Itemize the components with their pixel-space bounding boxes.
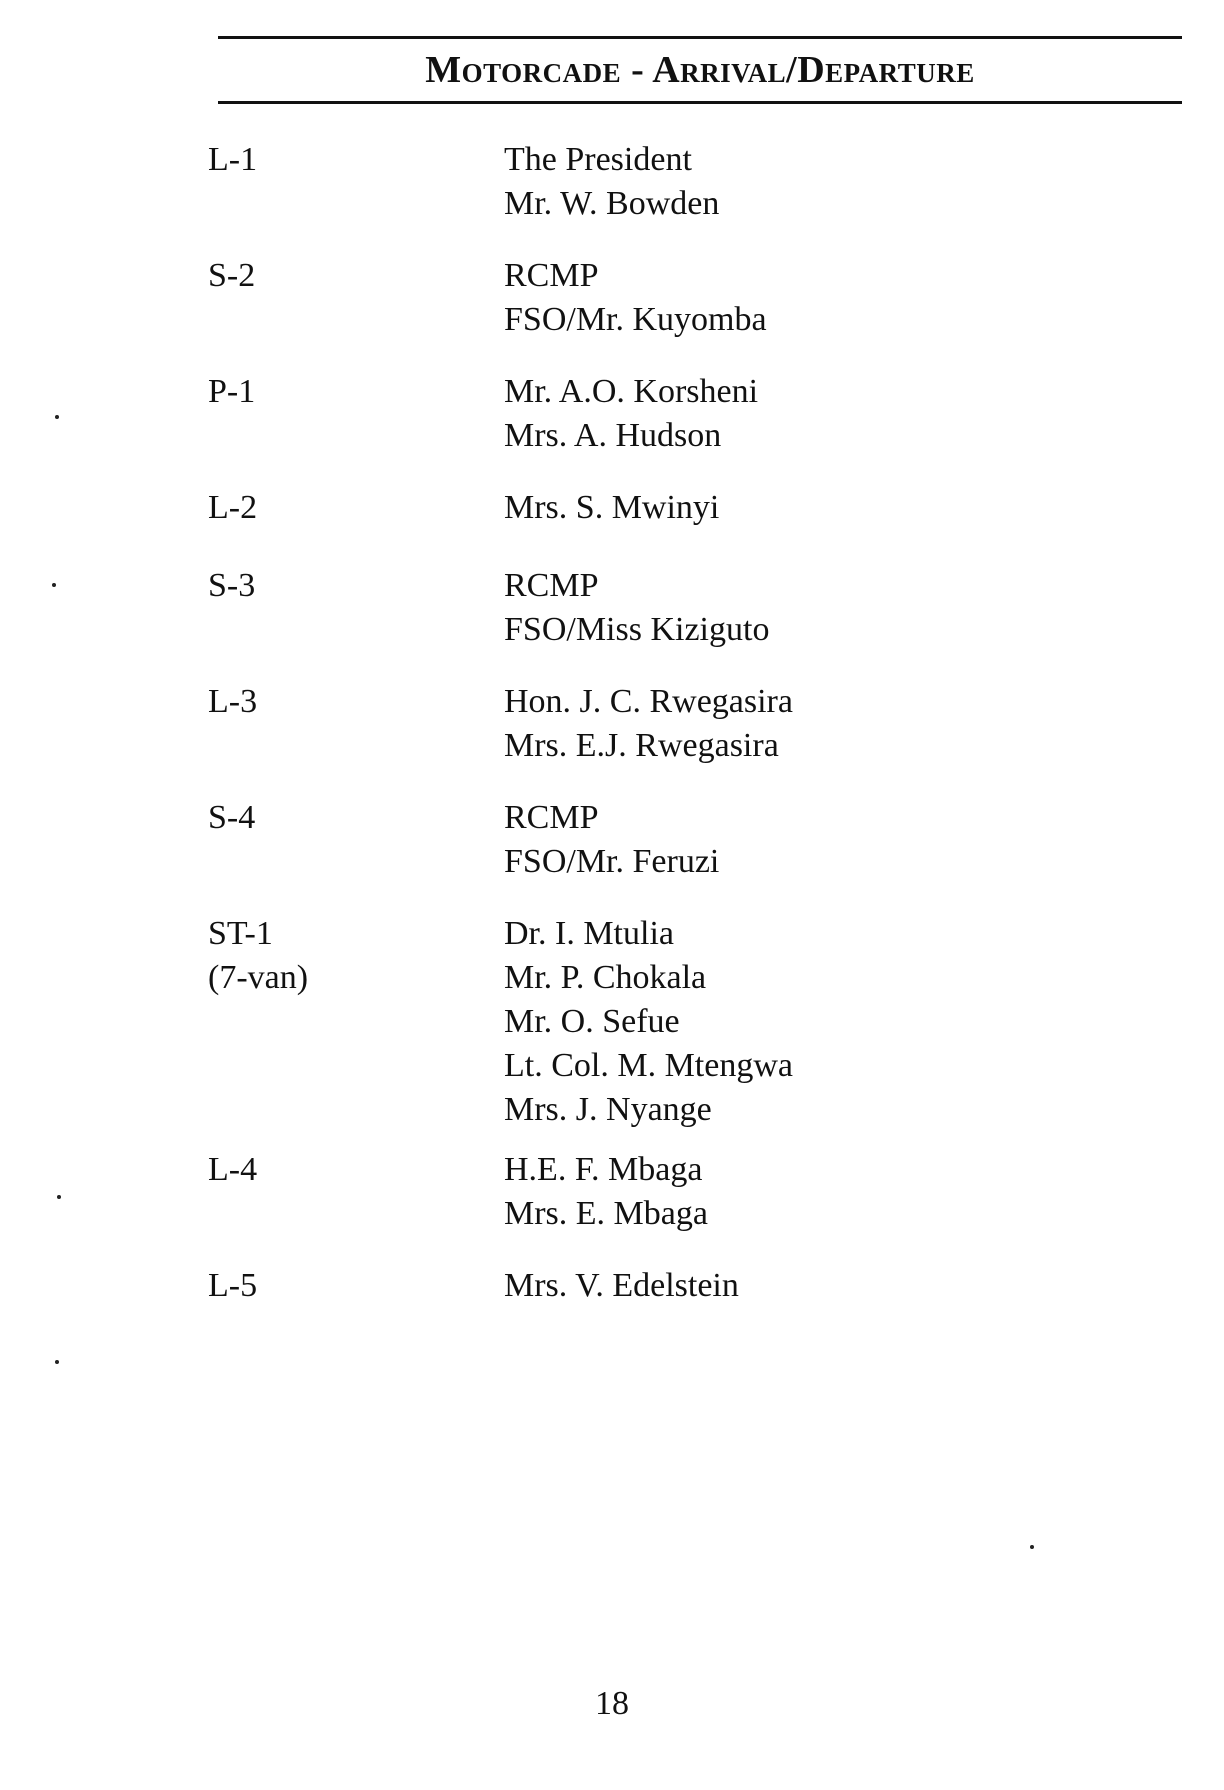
vehicle-id [208,370,504,414]
vehicle-row-l-1 [208,138,1108,254]
occupant-list [504,912,1108,1132]
occupant-name: FSO/Mr. Kuyomba [504,301,767,338]
vehicle-id-text: L-4 [208,1151,258,1188]
vehicle-id-text: S-4 [208,799,256,836]
occupant-name: FSO/Miss Kiziguto [504,611,770,648]
occupant-name: RCMP [504,799,599,836]
occupant-name: Mrs. E. Mbaga [504,1195,708,1232]
scan-speck [57,1195,61,1199]
occupant-name: Mr. P. Chokala [504,959,707,996]
occupant-name: H.E. F. Mbaga [504,1151,703,1188]
vehicle-id [208,680,504,724]
page-number: 18 [595,1685,629,1722]
vehicle-id-text: P-1 [208,373,256,410]
vehicle-id [208,912,504,1000]
motorcade-roster [208,138,1108,1324]
vehicle-row-l-5 [208,1264,1108,1324]
occupant-name: Mr. A.O. Korsheni [504,373,759,410]
vehicle-id [208,138,504,182]
section-header [218,36,1182,104]
vehicle-id-text: L-3 [208,683,258,720]
occupant-name: RCMP [504,257,599,294]
vehicle-row-st-1 [208,912,1108,1148]
occupant-list [504,1148,1108,1236]
vehicle-row-s-2 [208,254,1108,370]
vehicle-type-note: (7-van) [208,959,309,996]
occupant-name: Dr. I. Mtulia [504,915,674,952]
scan-speck [1030,1545,1034,1549]
section-title: Motorcade - Arrival/Departure [425,49,975,91]
vehicle-id-text: S-3 [208,567,256,604]
vehicle-row-l-2 [208,486,1108,564]
occupant-name: Mrs. V. Edelstein [504,1267,739,1304]
occupant-name: Mrs. S. Mwinyi [504,489,720,526]
vehicle-id [208,1264,504,1308]
vehicle-id [208,1148,504,1192]
scan-speck [55,1360,59,1364]
vehicle-row-l-3 [208,680,1108,796]
occupant-list [504,254,1108,342]
vehicle-id [208,254,504,298]
occupant-list [504,564,1108,652]
scan-speck [52,583,56,587]
occupant-list [504,370,1108,458]
vehicle-id-text: ST-1 [208,915,273,952]
occupant-list [504,680,1108,768]
occupant-list [504,138,1108,226]
vehicle-row-p-1 [208,370,1108,486]
occupant-name: Hon. J. C. Rwegasira [504,683,793,720]
vehicle-id [208,486,504,530]
occupant-name: The President [504,141,692,178]
vehicle-id [208,564,504,608]
vehicle-id-text: L-2 [208,489,258,526]
occupant-name: Mrs. A. Hudson [504,417,722,454]
occupant-name: Mrs. E.J. Rwegasira [504,727,779,764]
vehicle-id [208,796,504,840]
occupant-name: Mr. W. Bowden [504,185,720,222]
vehicle-id-text: S-2 [208,257,256,294]
occupant-name: Mr. O. Sefue [504,1003,680,1040]
vehicle-row-s-4 [208,796,1108,912]
occupant-list [504,796,1108,884]
occupant-name: Lt. Col. M. Mtengwa [504,1047,793,1084]
occupant-name: Mrs. J. Nyange [504,1091,712,1128]
occupant-list [504,486,1108,530]
scan-speck [55,415,59,419]
occupant-name: RCMP [504,567,599,604]
vehicle-id-text: L-5 [208,1267,258,1304]
vehicle-row-l-4 [208,1148,1108,1264]
vehicle-row-s-3 [208,564,1108,680]
occupant-list [504,1264,1108,1308]
occupant-name: FSO/Mr. Feruzi [504,843,720,880]
vehicle-id-text: L-1 [208,141,258,178]
